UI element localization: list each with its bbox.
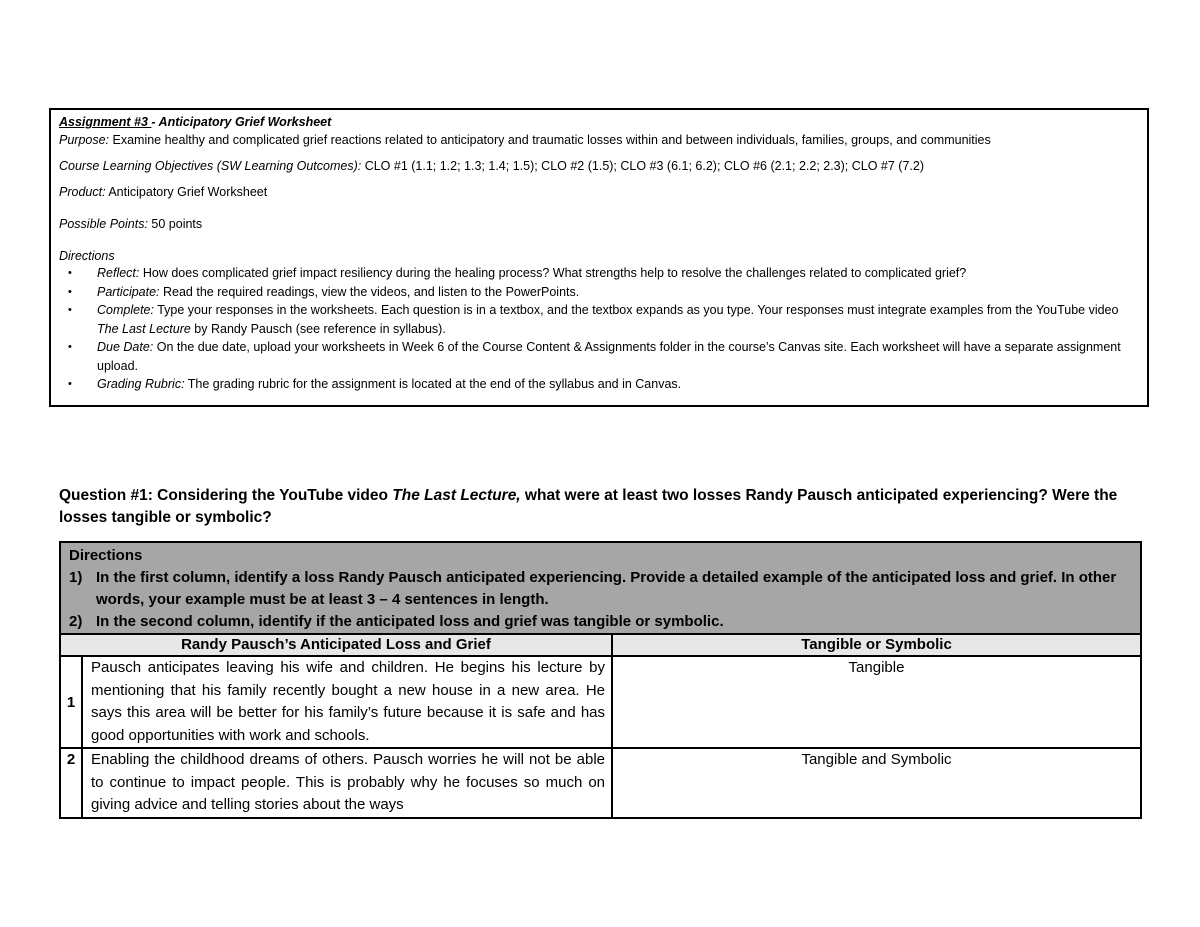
question-table	[59, 541, 1142, 819]
product-line: Product: Anticipatory Grief Worksheet	[59, 185, 268, 199]
table-direction-item: 1) In the first column, identify a loss Randy Pausch anticipated experiencing. Provide a detailed example of the anticipated loss and grief. In other words, your example must be at least 3 – 4 sentences in length.	[69, 569, 1117, 608]
table-directions	[60, 542, 1141, 634]
question-heading: Question #1: Considering the YouTube video The Last Lecture, what were at least two losses Randy Pausch anticipated experiencing? Were the losses tangible or symbolic?	[59, 487, 1118, 526]
row-number: 2	[60, 748, 82, 818]
bullet-icon: •	[68, 304, 72, 316]
type-cell[interactable]: Tangible	[612, 656, 1141, 748]
purpose-line: Purpose: Examine healthy and complicated grief reactions related to anticipatory and traumatic losses within and between individuals, families, groups, and communities	[59, 133, 991, 147]
table-row	[60, 748, 1141, 818]
loss-cell[interactable]: Pausch anticipates leaving his wife and children. He begins his lecture by mentioning that his family recently bought a new house in a new area. He says this area will be better for his family’s future because it is safe and has good opportunities with work and schools.	[82, 656, 612, 748]
directions-item: • Reflect: How does complicated grief impact resiliency during the healing process? What strengths help to resolve the challenges related to complicated grief?	[59, 264, 1139, 283]
type-cell[interactable]: Tangible and Symbolic	[612, 748, 1141, 818]
column-header-type: Tangible or Symbolic	[612, 634, 1141, 656]
directions-item: • Participate: Read the required readings, view the videos, and listen to the PowerPoints.	[59, 283, 1139, 302]
table-directions-title: Directions	[69, 547, 143, 564]
directions-list	[59, 264, 1139, 394]
table-direction-item: 2) In the second column, identify if the anticipated loss and grief was tangible or symbolic.	[69, 613, 724, 630]
bullet-icon: •	[68, 267, 72, 279]
bullet-icon: •	[68, 285, 72, 298]
directions-heading: Directions	[59, 249, 115, 263]
directions-item: • Grading Rubric: The grading rubric for the assignment is located at the end of the syllabus and in Canvas.	[59, 375, 1139, 394]
directions-item: • Due Date: On the due date, upload your worksheets in Week 6 of the Course Content & Assignments folder in the course’s Canvas site. Each worksheet will have a separate assignment upload.	[68, 340, 1121, 373]
bullet-icon: •	[68, 378, 72, 390]
table-header-row	[60, 634, 1141, 656]
points-line: Possible Points: 50 points	[59, 217, 203, 231]
bullet-icon: •	[68, 341, 72, 353]
loss-cell[interactable]: Enabling the childhood dreams of others. Pausch worries he will not be able to continue to impact people. This is probably why he focuses so much on giving advice and telling stories about the ways	[82, 748, 612, 818]
table-row	[60, 656, 1141, 748]
row-number: 1	[60, 656, 82, 748]
assignment-box	[49, 108, 1149, 407]
clo-line: Course Learning Objectives (SW Learning Outcomes): CLO #1 (1.1; 1.2; 1.3; 1.4; 1.5); CLO #2 (1.5); CLO #3 (6.1; 6.2); CLO #6 (2.1; 2.2; 2.3); CLO #7 (7.2)	[59, 159, 924, 173]
assignment-title: Assignment #3 - Anticipatory Grief Worksheet	[59, 115, 332, 129]
column-header-loss: Randy Pausch’s Anticipated Loss and Grief	[60, 634, 612, 656]
directions-item: • Complete: Type your responses in the worksheets. Each question is in a textbox, and the textbox expands as you type. Your responses must integrate examples from the YouTube video The Last Lecture by Randy Pausch (see reference in syllabus).	[68, 303, 1119, 336]
